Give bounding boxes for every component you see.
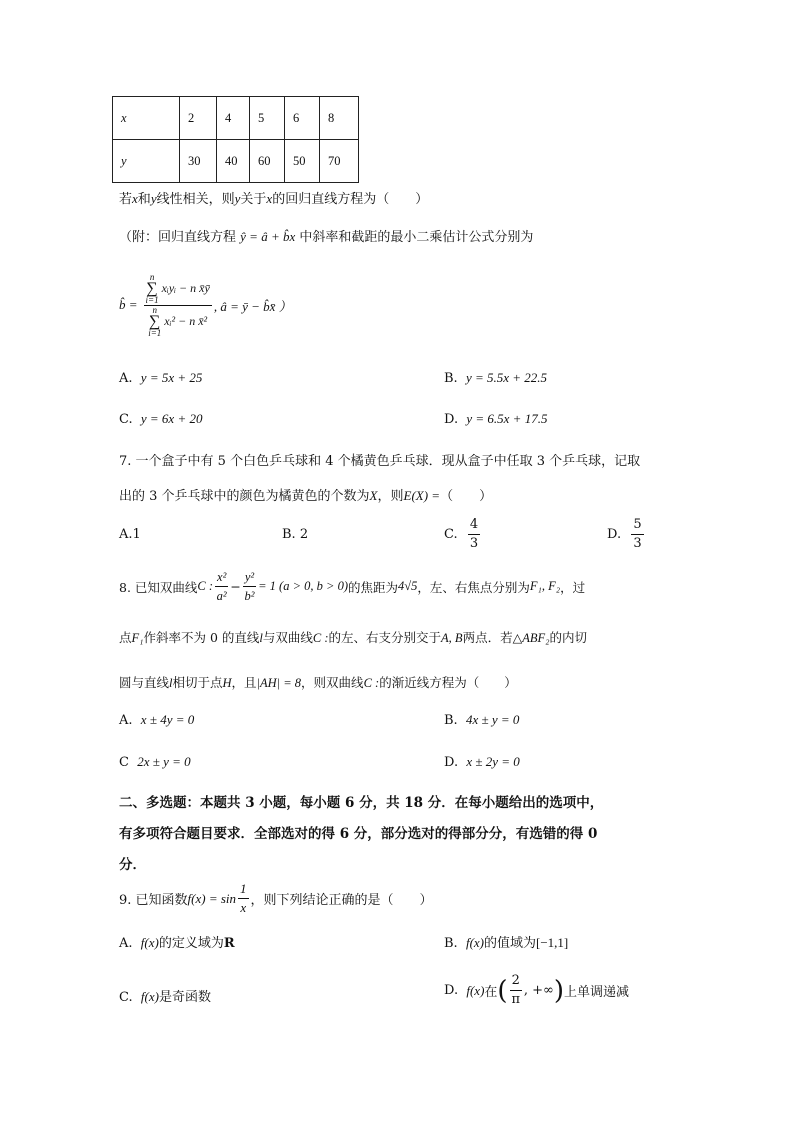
table-cell: 70 — [320, 140, 359, 183]
data-table — [112, 96, 359, 183]
q6-option-b[interactable]: B. y = 5.5x + 22.5 — [444, 370, 548, 386]
table-cell: 60 — [250, 140, 285, 183]
table-row-y — [113, 140, 359, 183]
q9-stem: 9. 已知函数 f(x) = sin $\frac{1}{x}$ ，则下列结论正确的是（ ） — [119, 881, 433, 915]
b-hat-fraction: n ∑ i=1 xᵢyᵢ − n x̄ȳ n ∑ i=1 xᵢ² − n x̄² — [145, 271, 210, 338]
q8-option-d[interactable]: D. x ± 2y = 0 — [444, 754, 520, 770]
q9-option-c[interactable]: C. f(x)是奇函数 — [119, 989, 211, 1005]
table-row-x — [113, 97, 359, 140]
table-cell: 6 — [285, 97, 320, 140]
q6-note: （附：回归直线方程 ŷ = â + b̂x 中斜率和截距的最小二乘估计公式分别为 — [119, 229, 534, 245]
q8-option-a[interactable]: A. x ± 4y = 0 — [119, 712, 195, 728]
q7-stem-line1: 7. 一个盒子中有 5 个白色乒乓球和 4 个橘黄色乒乓球．现从盒子中任取 3 个乒乓球，记取 — [119, 454, 641, 469]
section2-line2: 有多项符合题目要求．全部选对的得 6 分，部分选对的得部分分，有选错的得 0 — [119, 826, 598, 842]
q8-stem-line1: 8. 已知双曲线 C : $\frac{\text{x²}}{\text{a²}}$ − $\frac{\text{y²}}{\text{b²}}$ = 1 (a > 0, b > 0) 的焦距为 4√5 ，左、右焦点分别为 F₁, F₂ ，过 — [119, 570, 586, 603]
q7-option-d[interactable]: D. $\frac{5}{3}$ — [607, 517, 642, 551]
q7-stem-line2: 出的 3 个乒乓球中的颜色为橘黄色的个数为X，则E(X) =（ ） — [119, 488, 493, 504]
table-header-x: x — [113, 97, 180, 140]
q9-option-a[interactable]: A. f(x)的定义域为R — [119, 935, 235, 951]
q8-stem-line2: 点F₁作斜率不为 0 的直线l与双曲线C :的左、右支分别交于A, B两点．若△ABF₂的内切 — [119, 630, 587, 645]
q6-option-c[interactable]: C. y = 6x + 20 — [119, 411, 203, 427]
table-cell: 30 — [180, 140, 217, 183]
table-header-y: y — [113, 140, 180, 183]
q6-option-d[interactable]: D. y = 6.5x + 17.5 — [444, 411, 548, 427]
q7-option-a[interactable]: A.1 — [119, 527, 141, 542]
q6-option-a[interactable]: A. y = 5x + 25 — [119, 370, 203, 386]
table-cell: 4 — [217, 97, 250, 140]
table-cell: 5 — [250, 97, 285, 140]
q8-option-b[interactable]: B. 4x ± y = 0 — [444, 712, 520, 728]
q7-option-b[interactable]: B. 2 — [282, 527, 309, 542]
section2-line3: 分． — [119, 857, 146, 873]
q8-option-c[interactable]: C 2x ± y = 0 — [119, 754, 191, 770]
table-cell: 2 — [180, 97, 217, 140]
q9-option-b[interactable]: B. f(x)的值域为[−1,1] — [444, 935, 569, 951]
section2-line1: 二、多选题：本题共 3 小题，每小题 6 分，共 18 分．在每小题给出的选项中， — [119, 795, 604, 811]
least-squares-formula: b̂ = n ∑ i=1 xᵢyᵢ − n x̄ȳ n ∑ i=1 xᵢ² − n x̄² , â = ȳ − b̂x̄ ） — [119, 271, 292, 338]
table-cell: 40 — [217, 140, 250, 183]
q9-option-d[interactable]: D. f(x) 在 ( $\frac{2}{\pi}$ , +∞ ) 上单调递减 — [444, 973, 630, 1007]
q8-stem-line3: 圆与直线l相切于点H，且|AH| = 8，则双曲线C :的渐近线方程为（ ） — [119, 675, 517, 690]
q7-option-c[interactable]: C. $\frac{4}{3}$ — [444, 517, 479, 551]
q6-stem: 若x和y线性相关，则y关于x的回归直线方程为（ ） — [119, 191, 429, 207]
table-cell: 50 — [285, 140, 320, 183]
table-cell: 8 — [320, 97, 359, 140]
